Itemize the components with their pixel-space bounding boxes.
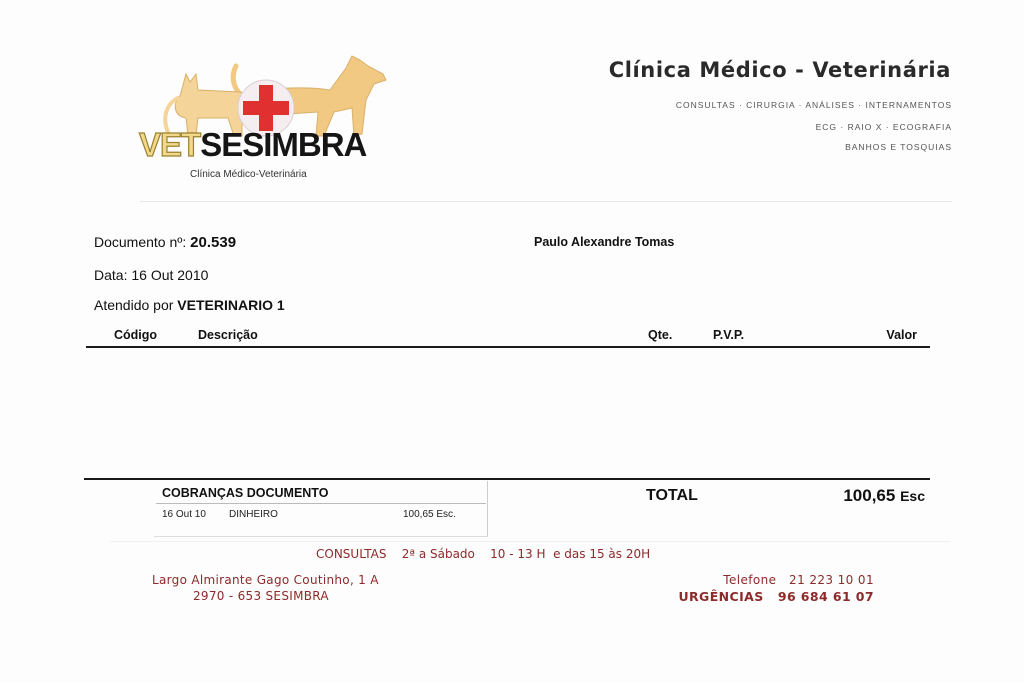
brand-subtitle: Clínica Médico-Veterinária: [190, 169, 307, 180]
payment-method: DINHEIRO: [229, 509, 278, 520]
payment-date: 16 Out 10: [162, 509, 206, 520]
footer-divider: [110, 541, 950, 542]
column-header-qty: Qte.: [648, 328, 673, 342]
attended-by: Atendido por VETERINARIO 1: [94, 297, 285, 313]
table-footer-rule: [84, 478, 930, 480]
services-line-2: ECG · RAIO X · ECOGRAFIA: [815, 122, 952, 132]
document-date: Data: 16 Out 2010: [94, 267, 209, 283]
header-divider: [140, 201, 952, 202]
address-line-1: Largo Almirante Gago Coutinho, 1 A: [152, 573, 379, 587]
column-header-pvp: P.V.P.: [713, 328, 745, 342]
total-label: TOTAL: [646, 487, 698, 504]
opening-hours: CONSULTAS 2ª a Sábado 10 - 13 H e das 15 às 20H: [316, 547, 651, 561]
column-header-description: Descrição: [198, 328, 258, 342]
payment-amount: 100,65 Esc.: [403, 509, 456, 520]
column-header-value: Valor: [886, 328, 917, 342]
table-header-rule: [86, 346, 930, 348]
emergency-number: URGÊNCIAS 96 684 61 07: [678, 589, 874, 604]
clinic-title: Clínica Médico - Veterinária: [608, 58, 951, 82]
payments-title: COBRANÇAS DOCUMENTO: [162, 486, 329, 500]
services-line-1: CONSULTAS · CIRURGIA · ANÁLISES · INTERNAMENTOS: [675, 100, 952, 110]
document-number: Documento nº: 20.539: [94, 234, 237, 251]
services-line-3: BANHOS E TOSQUIAS: [845, 142, 952, 152]
total-value: 100,65 Esc: [843, 486, 925, 505]
column-header-code: Código: [114, 328, 158, 342]
payments-divider: [156, 503, 486, 504]
address-line-2: 2970 - 653 SESIMBRA: [193, 589, 329, 603]
phone-number: Telefone 21 223 10 01: [723, 573, 874, 587]
cat-dog-red-cross-icon: [138, 52, 398, 187]
brand-logo-text: VETSESIMBRA: [139, 126, 367, 163]
client-name: Paulo Alexandre Tomas: [534, 235, 675, 249]
